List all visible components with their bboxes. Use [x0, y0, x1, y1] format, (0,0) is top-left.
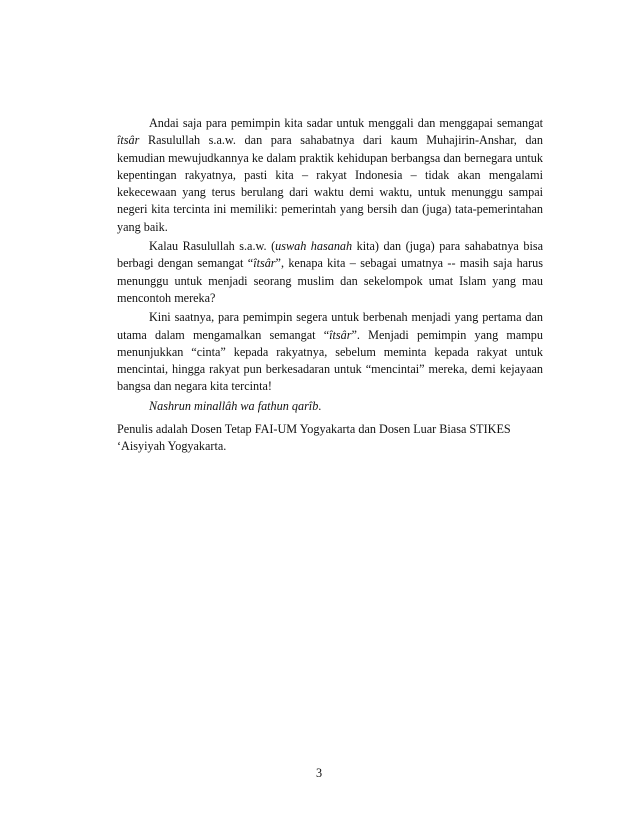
paragraph-3-part-2: îtsâr: [329, 327, 352, 342]
page-number: 3: [315, 766, 323, 780]
paragraph-1-part-3: Rasulullah s.a.w. dan para sahabatnya dari kaum Muhajirin-Anshar, dan kemudian mewujudkannya ke dalam praktik kehidupan berbangsa dan bernegara untuk kepentingan rakyatnya, pasti kita – rakyat Indonesia – tidak akan mengalami kekecewaan yang terus berulang dari waktu demi waktu, untuk menunggu sampai negeri kita tercinta ini memiliki: pemerintah yang bersih dan (juga) tata-pemerintahan yang baik.: [117, 133, 543, 234]
paragraph-3-part-1: Kini saatnya, para pemimpin segera untuk berbenah menjadi yang pertama dan utama dalam mengamalkan semangat “: [117, 310, 543, 342]
paragraph-1-part-1: Andai saja para pemimpin kita sadar untuk menggali dan menggapai semangat: [149, 116, 543, 130]
paragraph-2-part-1: Kalau Rasulullah s.a.w. (: [149, 239, 276, 254]
paragraph-3-part-3: ”. Menjadi pemimpin yang mampu menunjukkan “cinta” kepada rakyatnya, sebelum meminta kepada rakyat untuk mencintai, hingga rakyat pun berkesadaran untuk “mencintai” mereka, demi kejayaan bangsa dan negara kita tercinta!: [117, 327, 543, 394]
author-note: Penulis adalah Dosen Tetap FAI-UM Yogyakarta dan Dosen Luar Biasa STIKES ‘Aisyiyah Yogyakarta.: [117, 422, 511, 454]
paragraph-2-part-4: îtsâr: [253, 256, 276, 271]
paragraph-1: [117, 115, 543, 236]
paragraph-2-part-3: kita) dan (juga) para sahabatnya bisa berbagi dengan semangat “: [117, 239, 543, 271]
paragraph-2-part-2: uswah hasanah: [275, 239, 353, 254]
document-body: [117, 115, 543, 458]
closing-phrase-period: .: [318, 398, 322, 413]
paragraph-3: [117, 309, 543, 395]
closing-phrase-text: Nashrun minallâh wa fathun qarîb: [149, 398, 319, 413]
paragraph-2-part-5: ”, kenapa kita – sebagai umatnya -- masih saja harus menunggu untuk menjadi seorang muslim dan sekelompok umat Islam yang mau mencontoh mereka?: [117, 256, 543, 305]
paragraph-1-part-2: îtsâr: [117, 133, 140, 148]
closing-phrase: [117, 398, 543, 415]
paragraph-2: [117, 238, 543, 307]
